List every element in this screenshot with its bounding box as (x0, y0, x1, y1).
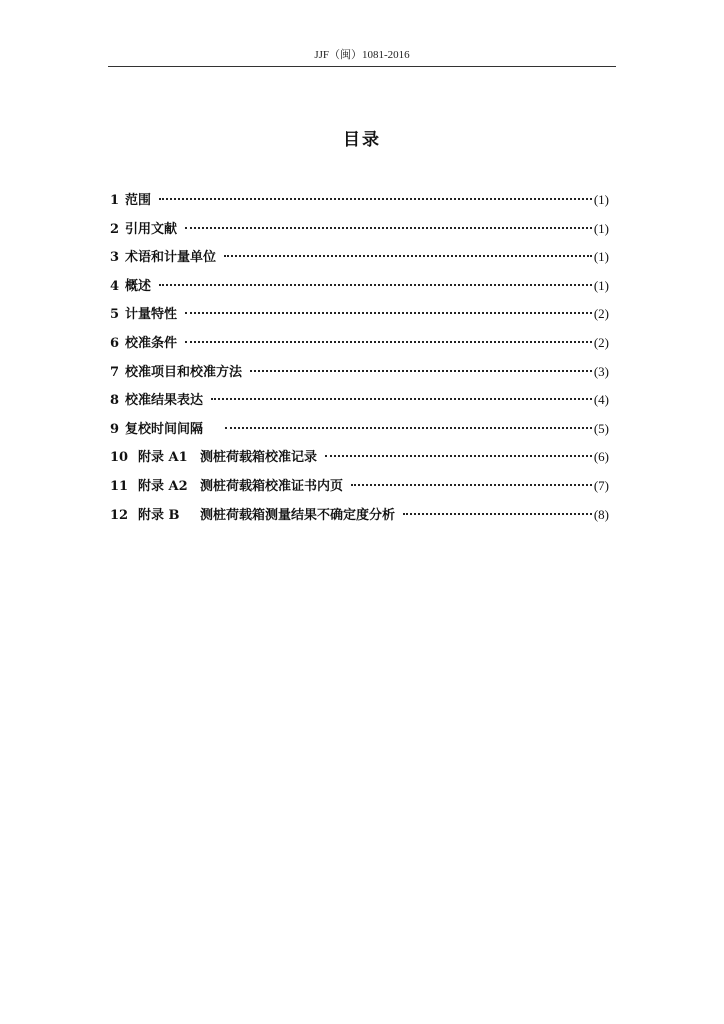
toc-entry-page: (2) (593, 306, 609, 322)
toc-entry-page: (3) (593, 363, 609, 379)
toc-entry[interactable] (110, 304, 609, 333)
toc-entry-title: 计量特性 (125, 307, 178, 323)
toc-entry-title: 测桩荷载箱校准记录 (200, 450, 318, 466)
header-rule (108, 66, 616, 67)
toc-entry-title: 范围 (125, 193, 152, 208)
page-title: 目录 (343, 130, 381, 150)
toc-dot-leader (185, 312, 592, 314)
toc-entry[interactable] (110, 476, 609, 505)
toc-entry-page: (1) (593, 249, 609, 265)
toc-entry-page: (1) (593, 192, 609, 207)
toc-entry-appendix: 附录 A1 (138, 450, 188, 466)
toc-entry-page: (1) (593, 220, 609, 236)
toc-dot-leader (351, 484, 592, 486)
toc-entry-title: 术语和计量单位 (125, 250, 217, 266)
toc-entry-page: (5) (593, 420, 609, 436)
toc-dot-leader (225, 427, 592, 429)
toc-entry-number: 11 (110, 478, 129, 494)
toc-entry-appendix: 附录 A2 (138, 478, 188, 494)
toc-entry-title: 校准条件 (125, 335, 178, 351)
toc-entry-appendix: 附录 B (138, 507, 180, 523)
toc-entry-title: 引用文献 (125, 221, 178, 237)
table-of-contents (110, 190, 609, 533)
toc-entry-title: 校准结果表达 (125, 393, 204, 409)
toc-entry-number: 9 (110, 421, 120, 437)
toc-entry[interactable] (110, 190, 609, 219)
toc-dot-leader (403, 513, 592, 515)
toc-entry-title: 复校时间间隔 (125, 421, 204, 437)
toc-entry-title: 概述 (125, 278, 152, 294)
toc-entry-number: 3 (110, 250, 120, 266)
toc-entry-number: 12 (110, 507, 129, 523)
toc-dot-leader (185, 341, 592, 343)
toc-entry-title: 测桩荷载箱测量结果不确定度分析 (200, 507, 396, 523)
toc-entry[interactable] (110, 419, 609, 448)
toc-entry-page: (4) (593, 392, 609, 408)
toc-entry-number: 5 (110, 307, 120, 323)
toc-dot-leader (159, 284, 592, 286)
toc-dot-leader (211, 398, 592, 400)
toc-entry[interactable] (110, 276, 609, 305)
toc-entry-number: 8 (110, 393, 120, 409)
toc-entry[interactable] (110, 505, 609, 534)
toc-entry-page: (1) (593, 277, 609, 293)
page-header: JJF（闽）1081-2016 (314, 49, 410, 61)
toc-entry-page: (6) (593, 449, 609, 465)
toc-entry[interactable] (110, 333, 609, 362)
toc-entry[interactable] (110, 447, 609, 476)
toc-dot-leader (250, 370, 592, 372)
toc-entry-page: (7) (593, 477, 609, 493)
toc-entry-page: (8) (593, 506, 609, 522)
toc-entry-number: 10 (110, 450, 129, 466)
toc-dot-leader (185, 227, 592, 229)
toc-entry[interactable] (110, 362, 609, 391)
toc-entry[interactable] (110, 219, 609, 248)
toc-entry-page: (2) (593, 334, 609, 350)
toc-entry-number: 1 (110, 193, 120, 208)
toc-entry[interactable] (110, 390, 609, 419)
toc-dot-leader (325, 455, 592, 457)
toc-entry-number: 4 (110, 278, 120, 294)
toc-dot-leader (224, 255, 592, 257)
toc-entry-title: 测桩荷载箱校准证书内页 (200, 478, 344, 494)
toc-entry-title: 校准项目和校准方法 (125, 364, 243, 380)
toc-entry-number: 2 (110, 221, 120, 237)
toc-entry-number: 6 (110, 335, 120, 351)
toc-dot-leader (159, 198, 592, 200)
toc-entry[interactable] (110, 247, 609, 276)
toc-entry-number: 7 (110, 364, 120, 380)
